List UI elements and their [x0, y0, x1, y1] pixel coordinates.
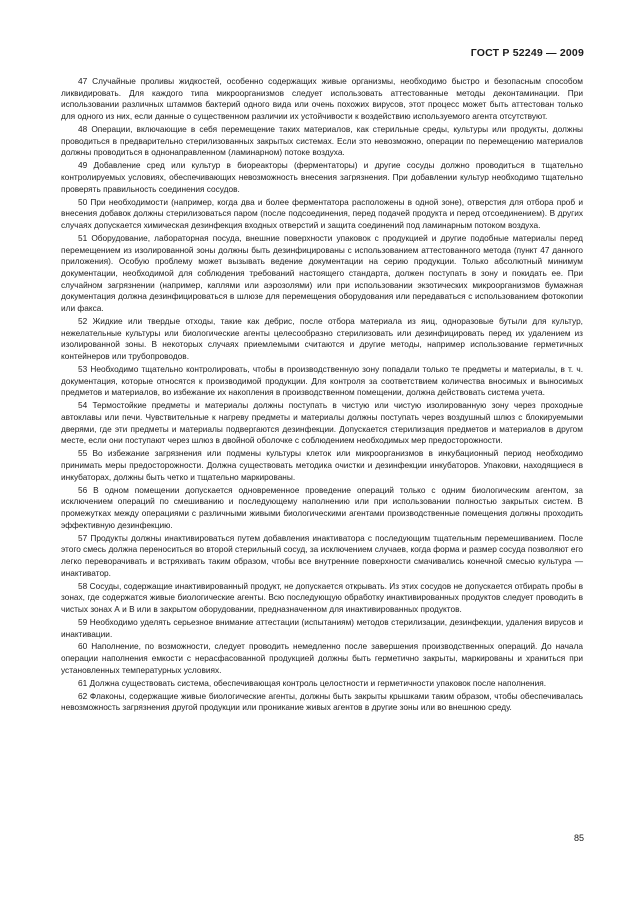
paragraph-61: 61 Должна существовать система, обеспечивающая контроль целостности и герметичности упаковок после наполнения. — [78, 677, 547, 688]
paragraph-53: 53 Необходимо тщательно контролировать, чтобы в производственную зону попадали только те предметы и материалы, в т. ч. документация, которые относятся к производимой продукции. Для контроля за соответствием количества вносимых и выносимых предметов и материалов, во избежание их накопления в производственном помещении, должна действовать система учета. — [61, 364, 583, 398]
paragraph-54: 54 Термостойкие предметы и материалы должны поступать в чистую или чистую изолированную зону через проходные автоклавы или печи. Чувствительные к нагреву предметы и материалы должны поступать через воздушный шлюз с блокируемыми дверями, где эти предметы и материалы подвергаются дезинфекции. Допускается стерилизация предметов и материалов в другом месте, если они поступают через шлюз в двойной оболочке с соблюдением необходимых мер предосторожности. — [61, 400, 583, 446]
paragraph-55: 55 Во избежание загрязнения или подмены культуры клеток или микроорганизмов в инкубационный период необходимо принимать меры предосторожности. Должна существовать методика очистки и дезинфекции инкубаторов. Упаковки, находящиеся в инкубаторах, должны быть четко и тщательно маркированы. — [61, 448, 583, 482]
paragraph-57: 57 Продукты должны инактивироваться путем добавления инактиватора с последующим тщательным перемешиванием. После этого смесь должна переноситься во второй стерильный сосуд, за исключением случаев, когда форма и размер сосуда позволяют его легко переворачивать и встряхивать таким образом, чтобы все внутренние поверхности смачивались конечной смесью культура — инактиватор. — [61, 532, 583, 578]
paragraph-47: 47 Случайные проливы жидкостей, особенно содержащих живые организмы, необходимо быстро и безопасным способом ликвидировать. Для каждого типа микроорганизмов следует использовать аттестованные методы деконтаминации. При использовании различных штаммов бактерий одного вида или очень похожих вирусов, этот процесс может быть аттестован только для одного из них, если данные о существенном различии их устойчивости к воздействию используемого агента отсутствуют. — [61, 76, 583, 122]
paragraph-56: 56 В одном помещении допускается одновременное проведение операций только с одним биологическим агентом, за исключением операций по смешиванию и последующему наполнению или при использовании полностью закрытых систем. В промежутках между операциями с различными живыми биологическими агентами производственные помещения должны проходить эффективную дезинфекцию. — [61, 484, 583, 530]
page-number: 85 — [573, 833, 584, 843]
paragraph-49: 49 Добавление сред или культур в биореакторы (ферментаторы) и другие сосуды должно проводиться в тщательно контролируемых условиях, обеспечивающих невозможность внесения загрязнения. При добавлении культур необходимо тщательно проверять правильность соединения сосудов. — [61, 160, 583, 194]
paragraph-51: 51 Оборудование, лабораторная посуда, внешние поверхности упаковок с продукцией и другие подобные материалы перед перемещением из изолированной зоны должны быть дезинфицированы с использованием аттестованного метода (пункт 47 данного приложения). Особую проблему может вызывать ведение документации на серию продукции. Только абсолютный минимум документации, необходимой для соблюдения требований настоящего стандарта, должен поступать в зону и покидать ее. При случайном загрязнении (например, каплями или аэрозолями) или при использовании экзотических микроорганизмов бумажная документация должна дезинфицироваться в шлюзе для перемещения оборудования или передаваться с использованием фотокопии или факса. — [61, 232, 583, 314]
paragraph-52: 52 Жидкие или твердые отходы, такие как дебрис, после отбора материала из яиц, одноразовые бутыли для культур, нежелательные культуры или биологические агенты целесообразно стерилизовать или дезинфицировать перед их удалением из изолированной зоны. В некоторых случаях приемлемыми считаются и другие методы, например использование герметичных контейнеров или трубопроводов. — [61, 316, 583, 362]
paragraph-48: 48 Операции, включающие в себя перемещение таких материалов, как стерильные среды, культуры или продукты, должны проводиться в предварительно стерилизованных закрытых системах. Если это невозможно, операции по перемещению материалов должны проводиться в однонаправленном (ламинарном) потоке воздуха. — [61, 124, 583, 158]
paragraph-50: 50 При необходимости (например, когда два и более ферментатора расположены в одной зоне), отверстия для отбора проб и внесения добавок должны стерилизоваться паром (после подсоединения, перед подачей продукта и перед отсоединением). В других случаях допускается химическая дезинфекция входных отверстий и защита соединений под ламинарным потоком воздуха. — [61, 196, 583, 230]
document-body — [61, 76, 583, 715]
standard-id-header: ГОСТ Р 52249 — 2009 — [470, 47, 584, 59]
paragraph-60: 60 Наполнение, по возможности, следует проводить немедленно после завершения производственных операций. До начала операции наполнения емкости с нерасфасованной продукцией должны быть герметично закрыты, маркированы и храниться при установленных температурных условиях. — [61, 641, 583, 675]
paragraph-62: 62 Флаконы, содержащие живые биологические агенты, должны быть закрыты крышками таким образом, чтобы обеспечивалась невозможность загрязнения другой продукции или проникание живых агентов в другие зоны или во внешнюю среду. — [61, 690, 583, 713]
paragraph-58: 58 Сосуды, содержащие инактивированный продукт, не допускается открывать. Из этих сосудов не допускается отбирать пробы в зонах, где содержатся живые биологические агенты. Всю последующую обработку инактивированных продуктов следует проводить в чистых зонах А и В или в закрытом оборудовании, предназначенном для инактивированных продуктов. — [61, 580, 583, 614]
paragraph-59: 59 Необходимо уделять серьезное внимание аттестации (испытаниям) методов стерилизации, дезинфекции, удаления вирусов и инактивации. — [61, 616, 583, 639]
